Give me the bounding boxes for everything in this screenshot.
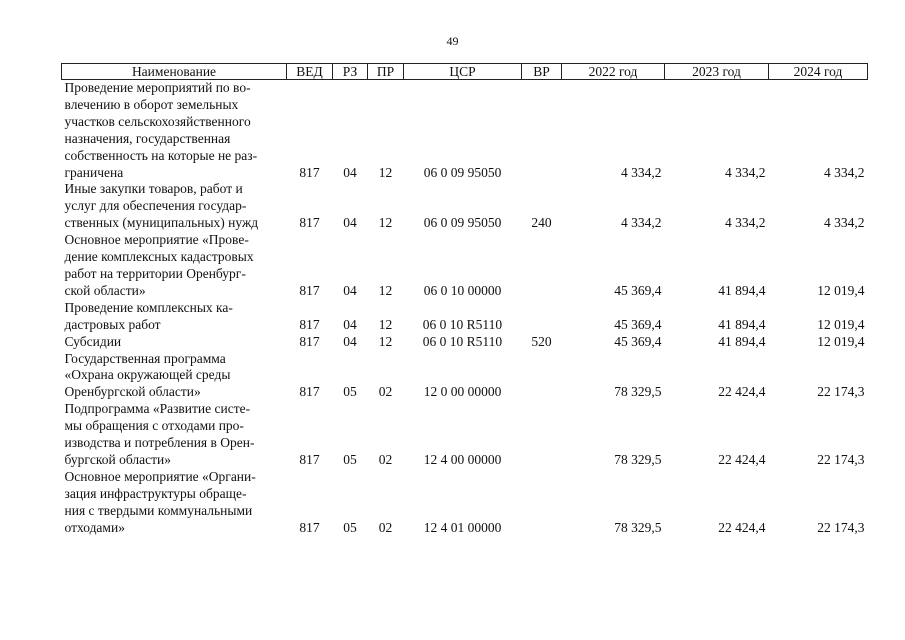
- name-line: изводства и потребления в Орен-: [64, 435, 255, 451]
- table-row: [62, 80, 868, 182]
- pr-cell: 02: [378, 451, 393, 467]
- rz-cell: 05: [343, 519, 357, 535]
- ved-cell: 817: [299, 384, 320, 400]
- amount-2023-cell: 22 424,4: [718, 384, 766, 400]
- rz-cell: 04: [343, 333, 357, 349]
- amount-2023-cell: 22 424,4: [718, 451, 766, 467]
- name-cell: [62, 232, 287, 300]
- table-row: [62, 334, 868, 351]
- col-header-2022: 2022 год: [562, 64, 665, 80]
- pr-cell: 12: [378, 164, 393, 180]
- amount-2022-cell: 4 334,2: [621, 215, 662, 231]
- name-line: собственность на которые не раз-: [64, 147, 258, 163]
- name-line: услуг для обеспечения государ-: [64, 198, 247, 214]
- pr-cell: 12: [378, 333, 393, 349]
- amount-2024-cell: 12 019,4: [817, 282, 865, 298]
- csr-cell: 12 0 00 00000: [423, 384, 502, 400]
- amount-2023-cell: 4 334,2: [725, 164, 766, 180]
- rz-cell: 04: [343, 164, 357, 180]
- table-row: [62, 351, 868, 402]
- name-cell: [62, 181, 287, 232]
- table-row: [62, 181, 868, 232]
- vr-cell: [522, 80, 562, 182]
- table-row: [62, 401, 868, 469]
- name-line: отходами»: [64, 519, 125, 535]
- col-header-csr: ЦСР: [404, 64, 522, 80]
- name-cell: [62, 401, 287, 469]
- amount-2022-cell: 4 334,2: [621, 164, 662, 180]
- amount-2023-cell: 41 894,4: [718, 333, 766, 349]
- rz-cell: 04: [343, 282, 357, 298]
- name-line: участков сельскохозяйственного: [64, 113, 251, 129]
- rz-cell: 05: [343, 384, 357, 400]
- rz-cell: 04: [343, 316, 357, 332]
- ved-cell: 817: [299, 164, 320, 180]
- name-line: «Охрана окружающей среды: [64, 367, 231, 383]
- table-row: [62, 300, 868, 334]
- amount-2024-cell: 12 019,4: [817, 316, 865, 332]
- budget-table: [61, 63, 868, 536]
- table-body: [62, 80, 868, 537]
- name-line: Подпрограмма «Развитие систе-: [64, 401, 251, 417]
- name-cell: [62, 469, 287, 537]
- name-line: Иные закупки товаров, работ и: [64, 181, 243, 197]
- amount-2024-cell: 4 334,2: [824, 164, 865, 180]
- ved-cell: 817: [299, 519, 320, 535]
- amount-2022-cell: 45 369,4: [614, 316, 662, 332]
- name-line: Проведение мероприятий по во-: [64, 80, 251, 95]
- name-line: ния с твердыми коммунальными: [64, 502, 253, 518]
- csr-cell: 12 4 00 00000: [423, 451, 502, 467]
- pr-cell: 02: [378, 384, 393, 400]
- name-line: работ на территории Оренбург-: [64, 265, 246, 281]
- pr-cell: 02: [378, 519, 393, 535]
- name-line: назначения, государственная: [64, 130, 231, 146]
- amount-2024-cell: 22 174,3: [817, 519, 865, 535]
- table-header-row: [62, 64, 868, 80]
- col-header-ved: ВЕД: [287, 64, 333, 80]
- name-cell: [62, 334, 287, 351]
- col-header-2023: 2023 год: [665, 64, 769, 80]
- name-line: дение комплексных кадастровых: [64, 249, 254, 265]
- amount-2023-cell: 4 334,2: [725, 215, 766, 231]
- vr-cell: [522, 469, 562, 537]
- vr-cell: [522, 300, 562, 334]
- col-header-pr: ПР: [368, 64, 404, 80]
- amount-2024-cell: 22 174,3: [817, 451, 865, 467]
- name-line: дастровых работ: [64, 316, 161, 332]
- amount-2022-cell: 78 329,5: [614, 451, 662, 467]
- vr-cell: 520: [531, 333, 552, 349]
- ved-cell: 817: [299, 333, 320, 349]
- name-line: Основное мероприятие «Органи-: [64, 468, 256, 484]
- name-line: Государственная программа: [64, 350, 226, 366]
- ved-cell: 817: [299, 282, 320, 298]
- rz-cell: 04: [343, 215, 357, 231]
- amount-2024-cell: 4 334,2: [824, 215, 865, 231]
- name-cell: [62, 300, 287, 334]
- amount-2023-cell: 22 424,4: [718, 519, 766, 535]
- name-line: ственных (муниципальных) нужд: [64, 215, 259, 231]
- name-line: Проведение комплексных ка-: [64, 299, 233, 315]
- csr-cell: 06 0 10 R5110: [422, 333, 503, 349]
- name-line: Оренбургской области»: [64, 384, 201, 400]
- amount-2022-cell: 78 329,5: [614, 519, 662, 535]
- rz-cell: 05: [343, 451, 357, 467]
- name-cell: [62, 351, 287, 402]
- vr-cell: [522, 351, 562, 402]
- ved-cell: 817: [299, 451, 320, 467]
- amount-2022-cell: 78 329,5: [614, 384, 662, 400]
- csr-cell: 12 4 01 00000: [423, 519, 502, 535]
- table-row: [62, 469, 868, 537]
- vr-cell: [522, 232, 562, 300]
- name-line: граничена: [64, 164, 124, 180]
- table-row: [62, 232, 868, 300]
- name-line: мы обращения с отходами про-: [64, 418, 244, 434]
- vr-cell: 240: [531, 215, 552, 231]
- col-header-2024: 2024 год: [769, 64, 868, 80]
- name-line: влечению в оборот земельных: [64, 96, 239, 112]
- pr-cell: 12: [378, 316, 393, 332]
- name-cell: [62, 80, 287, 182]
- amount-2022-cell: 45 369,4: [614, 333, 662, 349]
- amount-2023-cell: 41 894,4: [718, 316, 766, 332]
- name-line: бургской области»: [64, 451, 171, 467]
- vr-cell: [522, 401, 562, 469]
- ved-cell: 817: [299, 215, 320, 231]
- name-line: зация инфраструктуры обраще-: [64, 485, 247, 501]
- name-line: ской области»: [64, 282, 146, 298]
- ved-cell: 817: [299, 316, 320, 332]
- csr-cell: 06 0 09 95050: [423, 164, 502, 180]
- col-header-rz: РЗ: [333, 64, 368, 80]
- name-line: Субсидии: [64, 333, 122, 349]
- pr-cell: 12: [378, 282, 393, 298]
- col-header-vr: ВР: [522, 64, 562, 80]
- csr-cell: 06 0 10 R5110: [422, 316, 503, 332]
- amount-2024-cell: 12 019,4: [817, 333, 865, 349]
- pr-cell: 12: [378, 215, 393, 231]
- col-header-name: Наименование: [62, 64, 287, 80]
- csr-cell: 06 0 09 95050: [423, 215, 502, 231]
- amount-2023-cell: 41 894,4: [718, 282, 766, 298]
- name-line: Основное мероприятие «Прове-: [64, 232, 249, 248]
- amount-2024-cell: 22 174,3: [817, 384, 865, 400]
- page-number: 49: [446, 34, 459, 48]
- amount-2022-cell: 45 369,4: [614, 282, 662, 298]
- csr-cell: 06 0 10 00000: [423, 282, 502, 298]
